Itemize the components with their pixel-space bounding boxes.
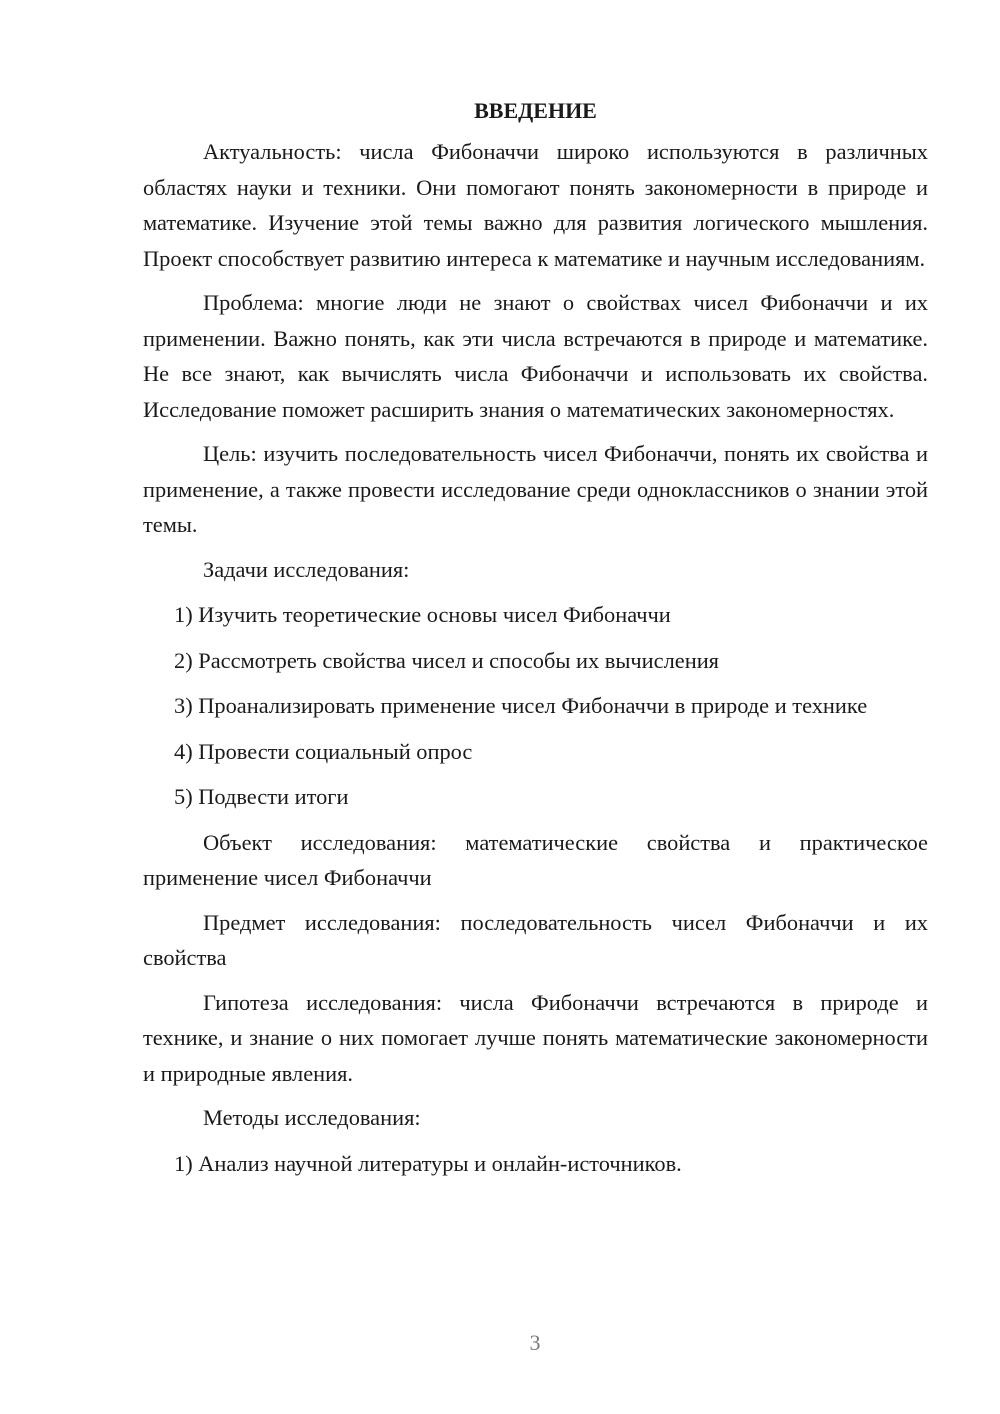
task-item: 4) Провести социальный опрос: [174, 738, 473, 764]
section-heading: ВВЕДЕНИЕ: [474, 98, 597, 123]
page-content: [143, 93, 928, 1191]
hypothesis-paragraph: Гипотеза исследования: числа Фибоначчи встречаются в природе и технике, и знание о них помогает лучше понять математические закономерности и природные явления.: [143, 989, 928, 1086]
subject-paragraph: Предмет исследования: последовательность чисел Фибоначчи и их свойства: [143, 909, 928, 970]
task-item: 2) Рассмотреть свойства чисел и способы их вычисления: [174, 647, 719, 673]
tasks-title: Задачи исследования:: [203, 556, 410, 582]
task-item: 1) Изучить теоретические основы чисел Фибоначчи: [174, 602, 671, 627]
problem-paragraph: Проблема: многие люди не знают о свойствах чисел Фибоначчи и их применении. Важно понять, как эти числа встречаются в природе и математике. Не все знают, как вычислять числа Фибоначчи и использовать их свойства. Исследование поможет расширить знания о математических закономерностях.: [143, 290, 928, 422]
method-item: 1) Анализ научной литературы и онлайн-источников.: [174, 1150, 682, 1176]
object-paragraph: Объект исследования: математические свойства и практическое применение чисел Фибоначчи: [143, 829, 928, 890]
goal-paragraph: Цель: изучить последовательность чисел Фибоначчи, понять их свойства и применение, а также провести исследование среди одноклассников о знании этой темы.: [143, 441, 928, 537]
methods-title: Методы исследования:: [203, 1105, 421, 1130]
relevance-paragraph: Актуальность: числа Фибоначчи широко используются в различных областях науки и техники. Они помогают понять закономерности в природе и математике. Изучение этой темы важно для развития логического мышления. Проект способствует развитию интереса к математике и научным исследованиям.: [143, 139, 928, 271]
task-item: 3) Проанализировать применение чисел Фибоначчи в природе и технике: [174, 693, 868, 718]
task-item: 5) Подвести итоги: [174, 784, 349, 809]
page-number: 3: [529, 1330, 541, 1355]
